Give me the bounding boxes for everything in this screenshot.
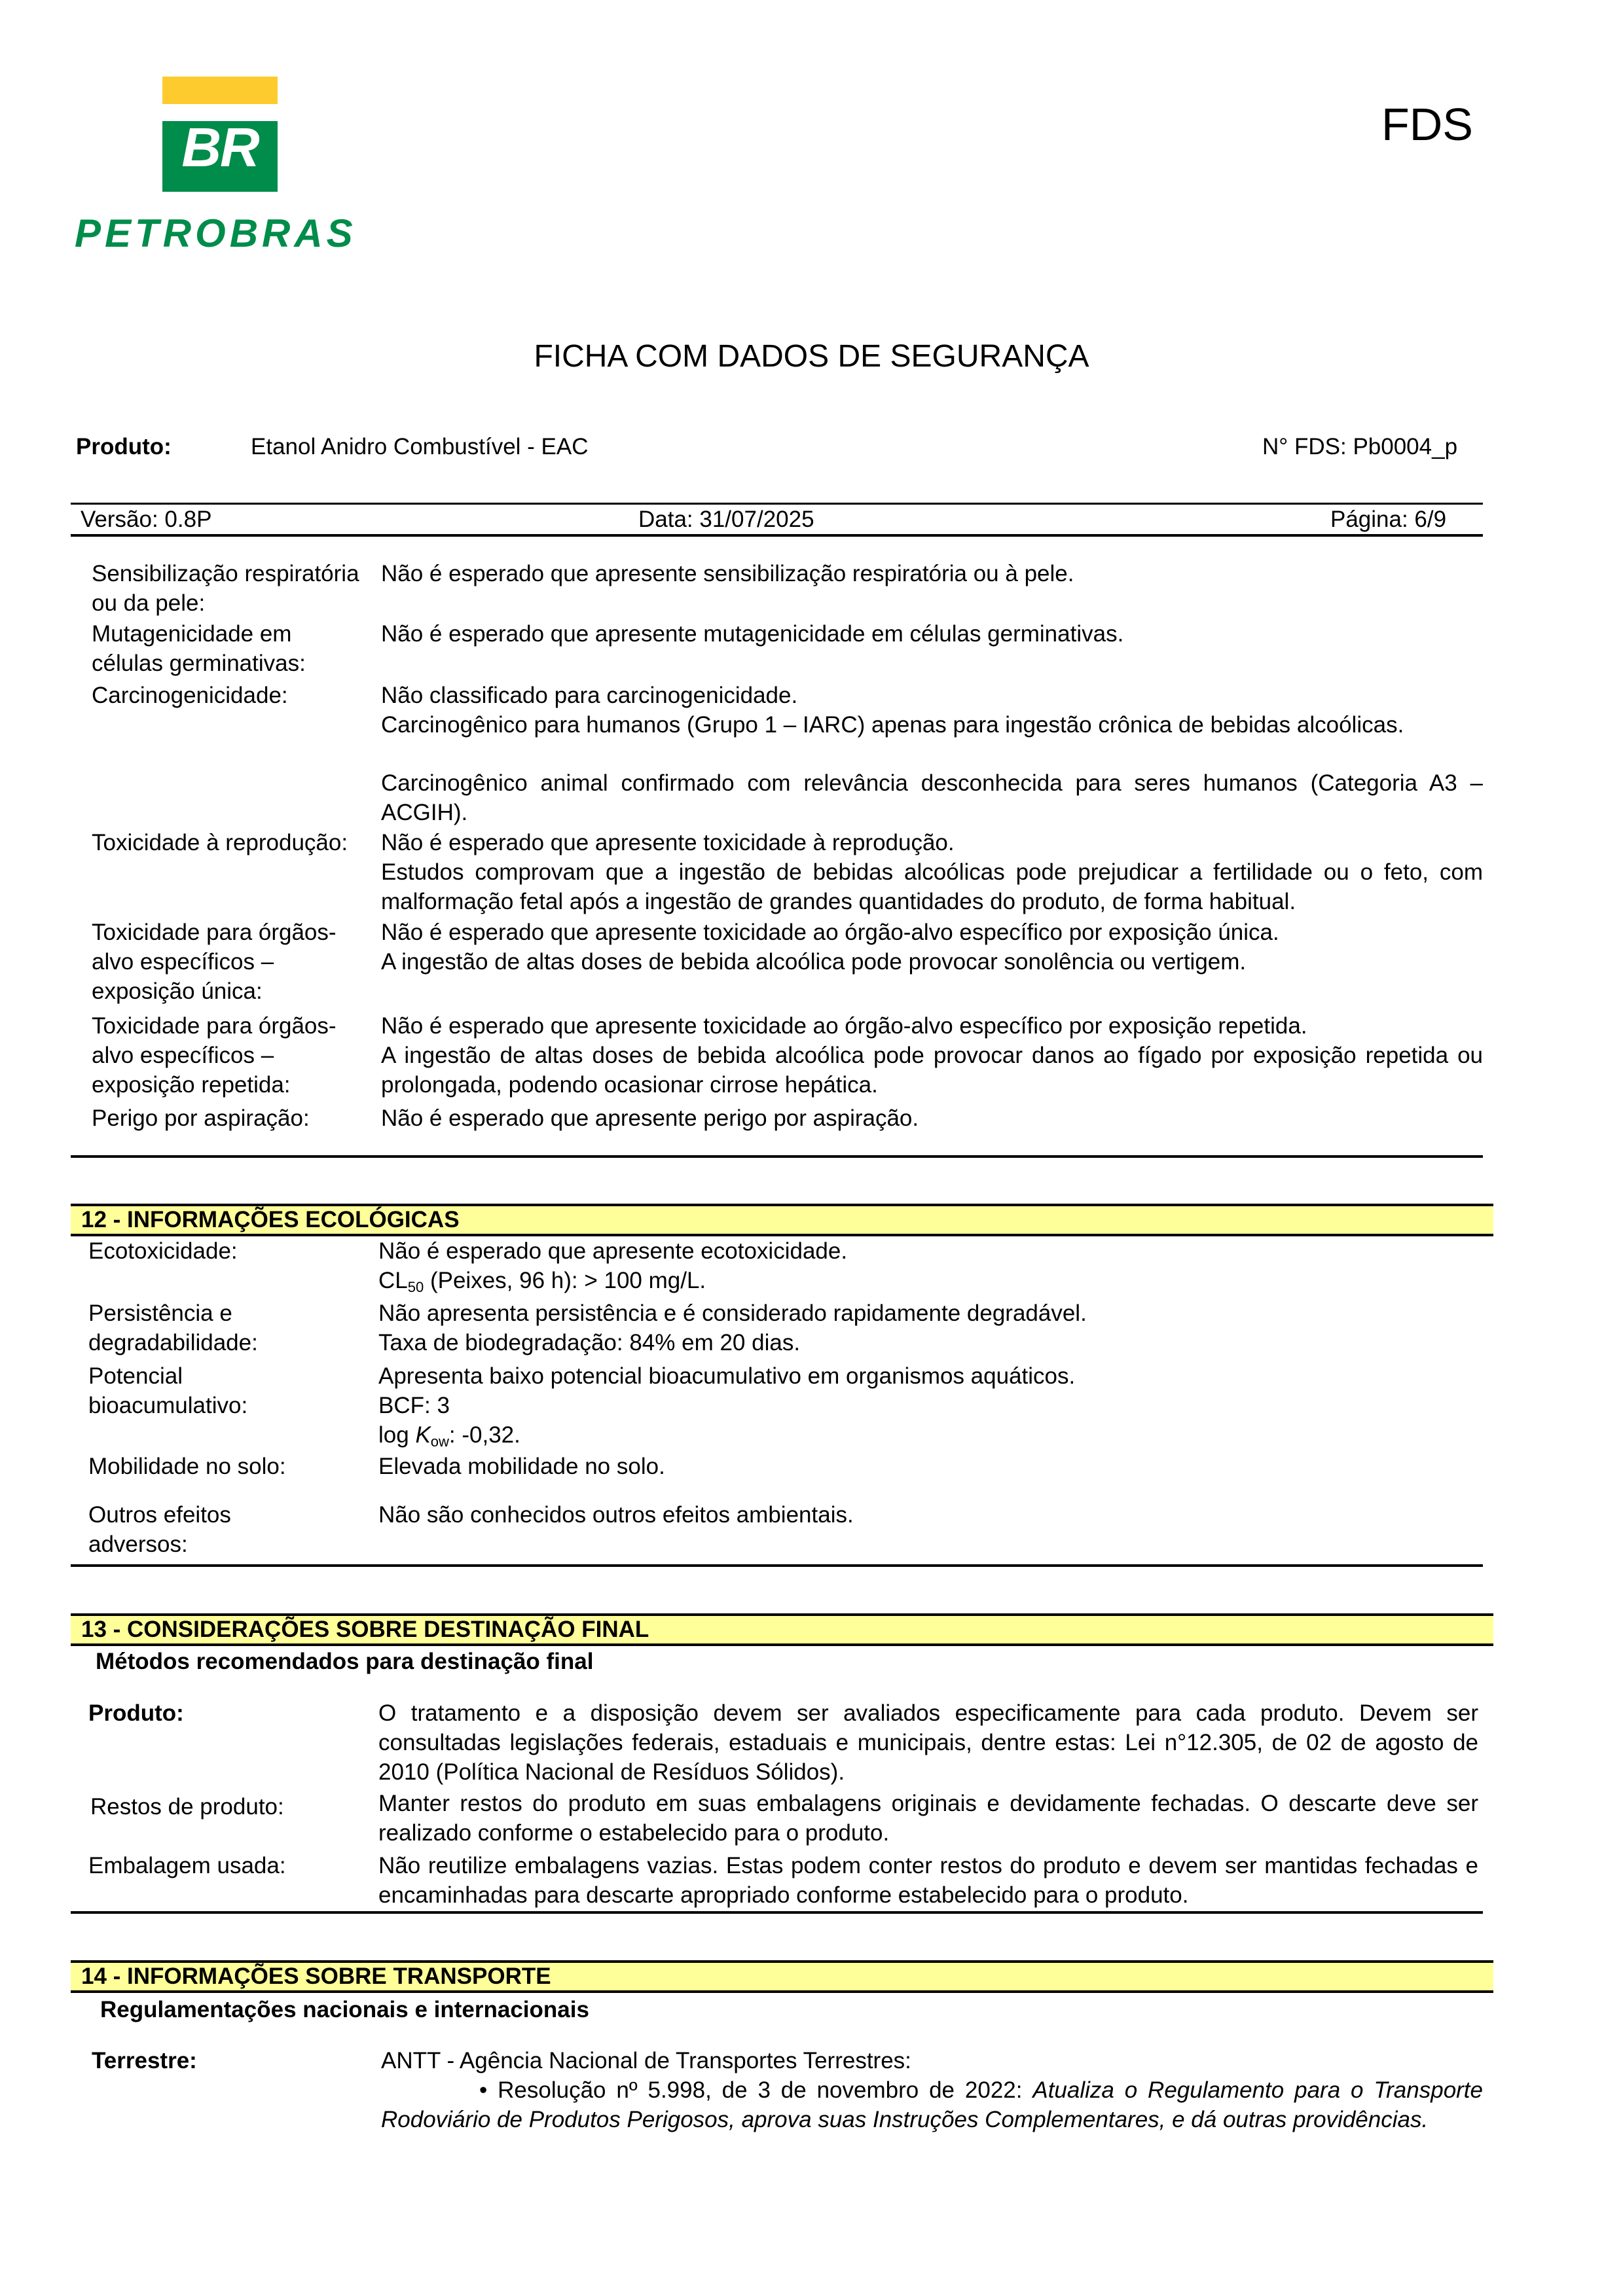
field-value: Estudos comprovam que a ingestão de bebidas alcoólicas pode prejudicar a fertilidade ou o feto, com malformação fetal após a ingestão de grandes quantidades do produto, de forma habitual. (381, 859, 1483, 914)
logo-br-mark: BR (181, 117, 259, 178)
field-value: Não classificado para carcinogenicidade. (381, 683, 798, 708)
field-value: Não apresenta persistência e é considerado rapidamente degradável. (378, 1300, 1087, 1326)
field-value: Carcinogênico para humanos (Grupo 1 – IARC) apenas para ingestão crônica de bebidas alcoólicas. (381, 712, 1404, 738)
regulation-description: Atualiza o Regulamento para o Transporte Rodoviário de Produtos Perigosos, aprova suas Instruções Complementares, e dá outras providências. (381, 2077, 1483, 2132)
field-label: Produto: (88, 1700, 184, 1726)
field-label: Perigo por aspiração: (92, 1105, 310, 1131)
divider (71, 534, 1483, 537)
field-label: Embalagem usada: (88, 1853, 286, 1878)
subsection-title: Regulamentações nacionais e internacionais (100, 1997, 589, 2022)
field-value: Apresenta baixo potencial bioacumulativo em organismos aquáticos. (378, 1363, 1076, 1389)
field-value: Não é esperado que apresente perigo por aspiração. (381, 1105, 919, 1131)
log-rest: : -0,32. (448, 1422, 520, 1448)
doc-code: FDS (1381, 99, 1473, 150)
field-value: A ingestão de altas doses de bebida alcoólica pode provocar sonolência ou vertigem. (381, 949, 1247, 975)
section-header-14: 14 - INFORMAÇÕES SOBRE TRANSPORTE (71, 1960, 1493, 1993)
date: Data: 31/07/2025 (638, 507, 814, 532)
field-label: Outros efeitos adversos: (88, 1502, 231, 1557)
section-header-12: 12 - INFORMAÇÕES ECOLÓGICAS (71, 1204, 1493, 1236)
k-subscript: ow (430, 1433, 449, 1450)
version: Versão: 0.8P (81, 507, 212, 532)
log-text: log (378, 1422, 416, 1448)
subsection-title: Métodos recomendados para destinação final (96, 1649, 594, 1674)
field-label: Carcinogenicidade: (92, 683, 288, 708)
field-value: Não é esperado que apresente mutagenicidade em células germinativas. (381, 621, 1124, 647)
product-label: Produto: (76, 434, 172, 459)
cl-text: CL (378, 1268, 408, 1293)
field-label: Mobilidade no solo: (88, 1454, 286, 1479)
field-label: Toxicidade para órgãos-alvo específicos – exposição única: (92, 920, 337, 1004)
field-value: Taxa de biodegradação: 84% em 20 dias. (378, 1330, 801, 1355)
field-value: Elevada mobilidade no solo. (378, 1454, 665, 1479)
page-number: Página: 6/9 (1330, 507, 1447, 532)
regulation-item (381, 2075, 1483, 2134)
page-title: FICHA COM DADOS DE SEGURANÇA (534, 339, 1089, 374)
product-value: Etanol Anidro Combustível - EAC (251, 434, 589, 459)
field-label: Mutagenicidade em células germinativas: (92, 621, 306, 676)
logo-wordmark: PETROBRAS (75, 211, 357, 255)
field-value: Não é esperado que apresente toxicidade ao órgão-alvo específico por exposição repetida. (381, 1013, 1307, 1039)
field-value (378, 1420, 520, 1450)
field-value: Não reutilize embalagens vazias. Estas podem conter restos do produto e devem ser mantidas fechadas e encaminhadas para descarte apropriado conforme estabelecido para o produto. (378, 1853, 1478, 1908)
field-label: Toxicidade para órgãos-alvo específicos – exposição repetida: (92, 1013, 337, 1098)
field-label: Terrestre: (92, 2048, 197, 2073)
field-value (378, 1266, 706, 1295)
logo-yellow-bar (162, 77, 278, 104)
bullet-icon: • (479, 2077, 488, 2103)
field-value: Não é esperado que apresente sensibilização respiratória ou à pele. (381, 561, 1074, 586)
field-value: A ingestão de altas doses de bebida alcoólica pode provocar danos ao fígado por exposição repetida ou prolongada, podendo ocasionar cirrose hepática. (381, 1043, 1483, 1098)
field-label: Sensibilização respiratória ou da pele: (92, 561, 359, 616)
field-value: Não são conhecidos outros efeitos ambientais. (378, 1502, 854, 1528)
field-label: Persistência e degradabilidade: (88, 1300, 258, 1355)
field-value: Carcinogênico animal confirmado com relevância desconhecida para seres humanos (Categoria A3 – ACGIH). (381, 770, 1483, 825)
divider (71, 1155, 1483, 1158)
section-header-13: 13 - CONSIDERAÇÕES SOBRE DESTINAÇÃO FINAL (71, 1613, 1493, 1646)
divider (71, 1564, 1483, 1567)
field-value: O tratamento e a disposição devem ser avaliados especificamente para cada produto. Devem ser consultadas legislações federais, estaduais e municipais, dentre estas: Lei n°12.305, de 02 de agosto de 2010 (Política Nacional de Resíduos Sólidos). (378, 1700, 1478, 1785)
field-label: Ecotoxicidade: (88, 1238, 238, 1264)
divider (71, 1911, 1483, 1914)
field-label: Restos de produto: (90, 1794, 284, 1820)
field-label: Toxicidade à reprodução: (92, 830, 348, 855)
fds-number: N° FDS: Pb0004_p (1262, 434, 1458, 459)
field-value: Não é esperado que apresente toxicidade ao órgão-alvo específico por exposição única. (381, 920, 1279, 945)
field-value: ANTT - Agência Nacional de Transportes Terrestres: (381, 2048, 911, 2073)
field-label: Potencial bioacumulativo: (88, 1363, 248, 1418)
regulation-name: Resolução nº 5.998, de 3 de novembro de 2022: (498, 2077, 1033, 2103)
cl-subscript: 50 (407, 1279, 424, 1295)
field-value: Manter restos do produto em suas embalagens originais e devidamente fechadas. O descarte deve ser realizado conforme o estabelecido para o produto. (378, 1791, 1478, 1846)
field-value: Não é esperado que apresente ecotoxicidade. (378, 1238, 848, 1264)
field-value: BCF: 3 (378, 1393, 450, 1418)
k-text: K (415, 1422, 431, 1448)
field-value: Não é esperado que apresente toxicidade à reprodução. (381, 830, 955, 855)
cl-rest: (Peixes, 96 h): > 100 mg/L. (424, 1268, 706, 1293)
